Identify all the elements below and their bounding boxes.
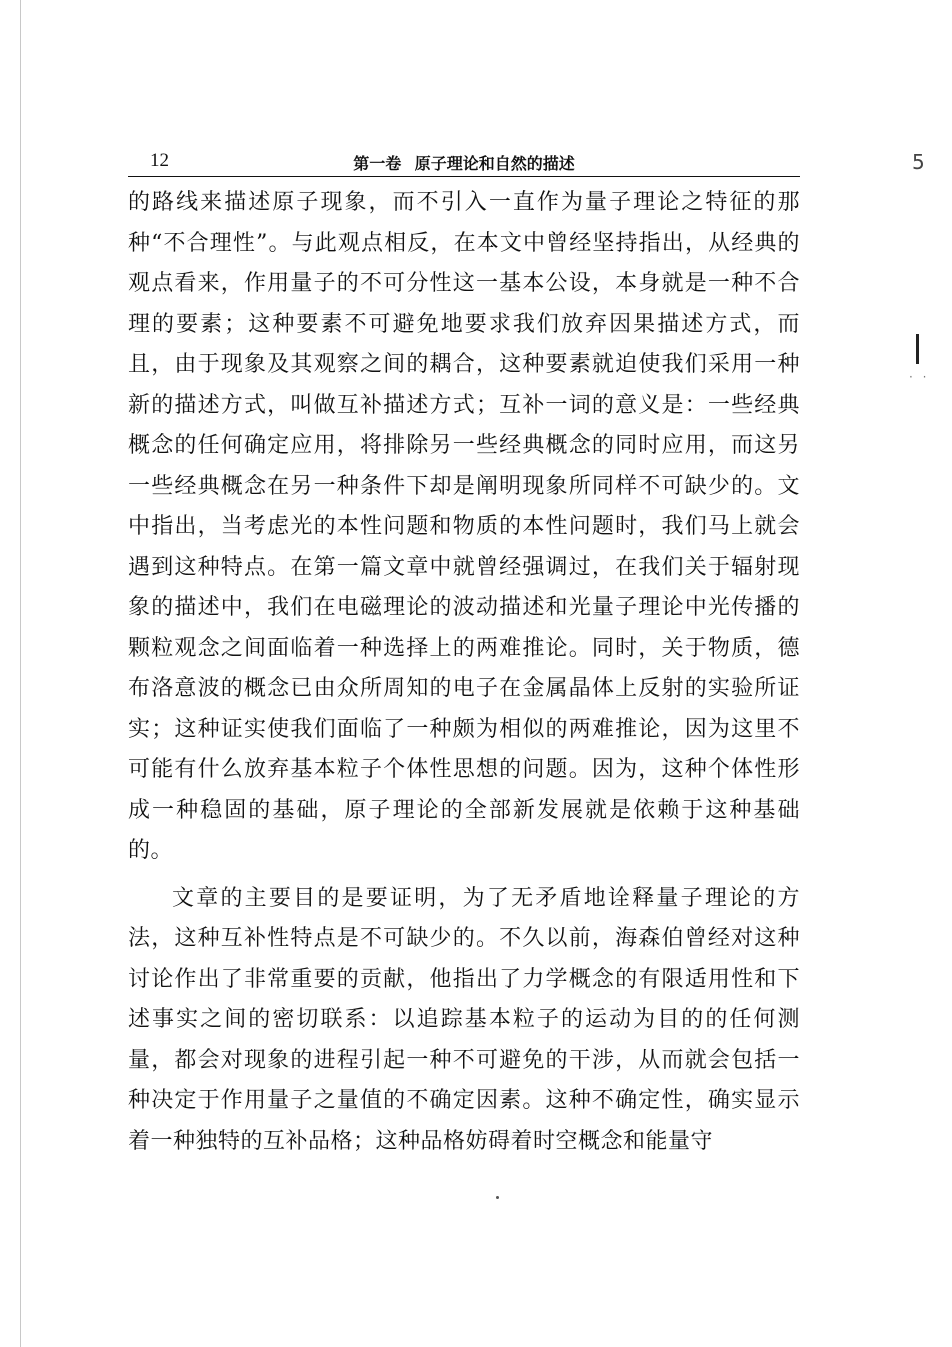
page-header (128, 148, 800, 174)
paragraph-continued: 的路线来描述原子现象，而不引入一直作为量子理论之特征的那种“不合理性”。与此观点相反，在本文中曾经坚持指出，从经典的观点看来，作用量子的不可分性这一基本公设，本身就是一种不合理的要素；这种要素不可避免地要求我们放弃因果描述方式，而且，由于现象及其观察之间的耦合，这种要素就迫使我们采用一种新的描述方式，叫做互补描述方式；互补一词的意义是：一些经典概念的任何确定应用，将排除另一些经典概念的同时应用，而这另一些经典概念在另一种条件下却是阐明现象所同样不可缺少的。文中指出，当考虑光的本性问题和物质的本性问题时，我们马上就会遇到这种特点。在第一篇文章中就曾经强调过，在我们关于辐射现象的描述中，我们在电磁理论的波动描述和光量子理论中光传播的颗粒观念之间面临着一种选择上的两难推论。同时，关于物质，德布洛意波的概念已由众所周知的电子在金属晶体上反射的实验所证实；这种证实使我们面临了一种颇为相似的两难推论，因为这里不可能有什么放弃基本粒子个体性思想的问题。因为，这种个体性形成一种稳固的基础，原子理论的全部新发展就是依赖于这种基础的。 (128, 190, 800, 863)
margin-dots: · · (909, 370, 930, 384)
paragraph: 文章的主要目的是要证明，为了无矛盾地诠释量子理论的方法，这种互补性特点是不可缺少的。不久以前，海森伯曾经对这种讨论作出了非常重要的贡献，他指出了力学概念的有限适用性和下述事实之间的密切联系：以追踪基本粒子的运动为目的的任何测量，都会对现象的进程引起一种不可避免的干涉，从而就会包括一种决定于作用量子之量值的不确定因素。这种不确定性，确实显示着一种独特的互补品格；这种品格妨碍着时空概念和能量守 (128, 885, 800, 1154)
running-title: 第一卷 原子理论和自然的描述 (353, 154, 575, 173)
scan-margin-marks (905, 150, 945, 410)
scan-speck (496, 1196, 499, 1199)
page-edge-rule (20, 0, 21, 1347)
body-text (128, 183, 800, 1162)
header-rule (128, 176, 800, 177)
margin-bar (916, 334, 919, 364)
margin-glyph: 5 (912, 150, 925, 174)
page-number: 12 (150, 150, 169, 171)
